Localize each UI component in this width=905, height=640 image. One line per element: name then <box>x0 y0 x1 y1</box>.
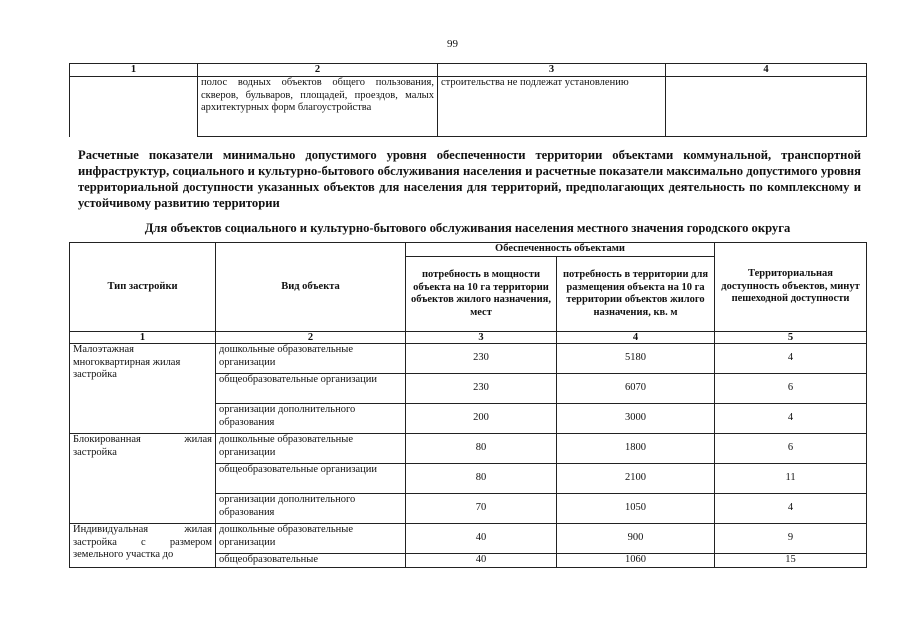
table-row <box>70 77 867 137</box>
table-header-row <box>70 243 867 257</box>
area-value: 1050 <box>557 494 715 524</box>
area-value: 900 <box>557 524 715 554</box>
access-value: 4 <box>715 344 867 374</box>
area-value: 6070 <box>557 374 715 404</box>
object-type: дошкольные образовательные организации <box>216 434 406 464</box>
object-type: дошкольные образовательные организации <box>216 344 406 374</box>
col-number: 5 <box>715 332 867 344</box>
page-number: 99 <box>447 38 458 50</box>
access-value: 15 <box>715 554 867 568</box>
col-number: 4 <box>557 332 715 344</box>
object-type: дошкольные образовательные организации <box>216 524 406 554</box>
col-number: 3 <box>438 64 666 77</box>
area-value: 3000 <box>557 404 715 434</box>
object-type: организации дополнительного образования <box>216 404 406 434</box>
area-value: 1060 <box>557 554 715 568</box>
table-cell: строительства не подлежат установлению <box>438 77 666 137</box>
capacity-value: 40 <box>406 554 557 568</box>
capacity-value: 70 <box>406 494 557 524</box>
access-value: 6 <box>715 374 867 404</box>
header-access: Территориальная доступность объектов, минут пешеходной доступности <box>715 243 867 332</box>
table-row <box>70 434 867 464</box>
header-capacity: потребность в мощности объекта на 10 га территории объектов жилого назначения, мест <box>406 257 557 332</box>
header-provision: Обеспеченность объектами <box>406 243 715 257</box>
capacity-value: 230 <box>406 344 557 374</box>
building-type: Индивидуальная жилая застройка с размером земельного участка до <box>70 524 216 568</box>
access-value: 6 <box>715 434 867 464</box>
header-object: Вид объекта <box>216 243 406 332</box>
table-cell <box>666 77 867 137</box>
capacity-value: 200 <box>406 404 557 434</box>
capacity-value: 80 <box>406 464 557 494</box>
section-subheading: Для объектов социального и культурно-бытового обслуживания населения местного значения городского округа <box>144 221 791 235</box>
table-header-row <box>70 64 867 77</box>
access-value: 9 <box>715 524 867 554</box>
column-numbers-row <box>70 332 867 344</box>
capacity-value: 230 <box>406 374 557 404</box>
col-number: 1 <box>70 64 198 77</box>
access-value: 4 <box>715 404 867 434</box>
access-value: 4 <box>715 494 867 524</box>
object-type: общеобразовательные организации <box>216 464 406 494</box>
header-area: потребность в территории для размещения объекта на 10 га территории объектов жилого назначения, кв. м <box>557 257 715 332</box>
col-number: 3 <box>406 332 557 344</box>
building-type: Малоэтажная многоквартирная жилая застройка <box>70 344 216 434</box>
capacity-value: 40 <box>406 524 557 554</box>
access-value: 11 <box>715 464 867 494</box>
object-type: организации дополнительного образования <box>216 494 406 524</box>
col-number: 4 <box>666 64 867 77</box>
object-type: общеобразовательные организации <box>216 374 406 404</box>
col-number: 2 <box>216 332 406 344</box>
section-heading: Расчетные показатели минимально допустимого уровня обеспеченности территории объектами коммунальной, транспортной инфраструктур, социального и культурно-бытового обслуживания населения и расчетные показатели максимально допустимого уровня территориальной доступности указанных объектов для населения для территорий, предполагающих деятельность по комплексному и устойчивому развитию территории <box>78 148 861 210</box>
table-cell: полос водных объектов общего пользования, скверов, бульваров, площадей, проездов, малых архитектурных форм благоустройства <box>198 77 438 137</box>
continued-table <box>69 63 867 137</box>
table-row <box>70 344 867 374</box>
building-type: Блокированная жилая застройка <box>70 434 216 524</box>
col-number: 1 <box>70 332 216 344</box>
area-value: 2100 <box>557 464 715 494</box>
table-cell <box>70 77 198 137</box>
capacity-value: 80 <box>406 434 557 464</box>
table-row <box>70 524 867 554</box>
header-type: Тип застройки <box>70 243 216 332</box>
area-value: 5180 <box>557 344 715 374</box>
col-number: 2 <box>198 64 438 77</box>
area-value: 1800 <box>557 434 715 464</box>
provision-table <box>69 242 867 568</box>
object-type: общеобразовательные <box>216 554 406 568</box>
